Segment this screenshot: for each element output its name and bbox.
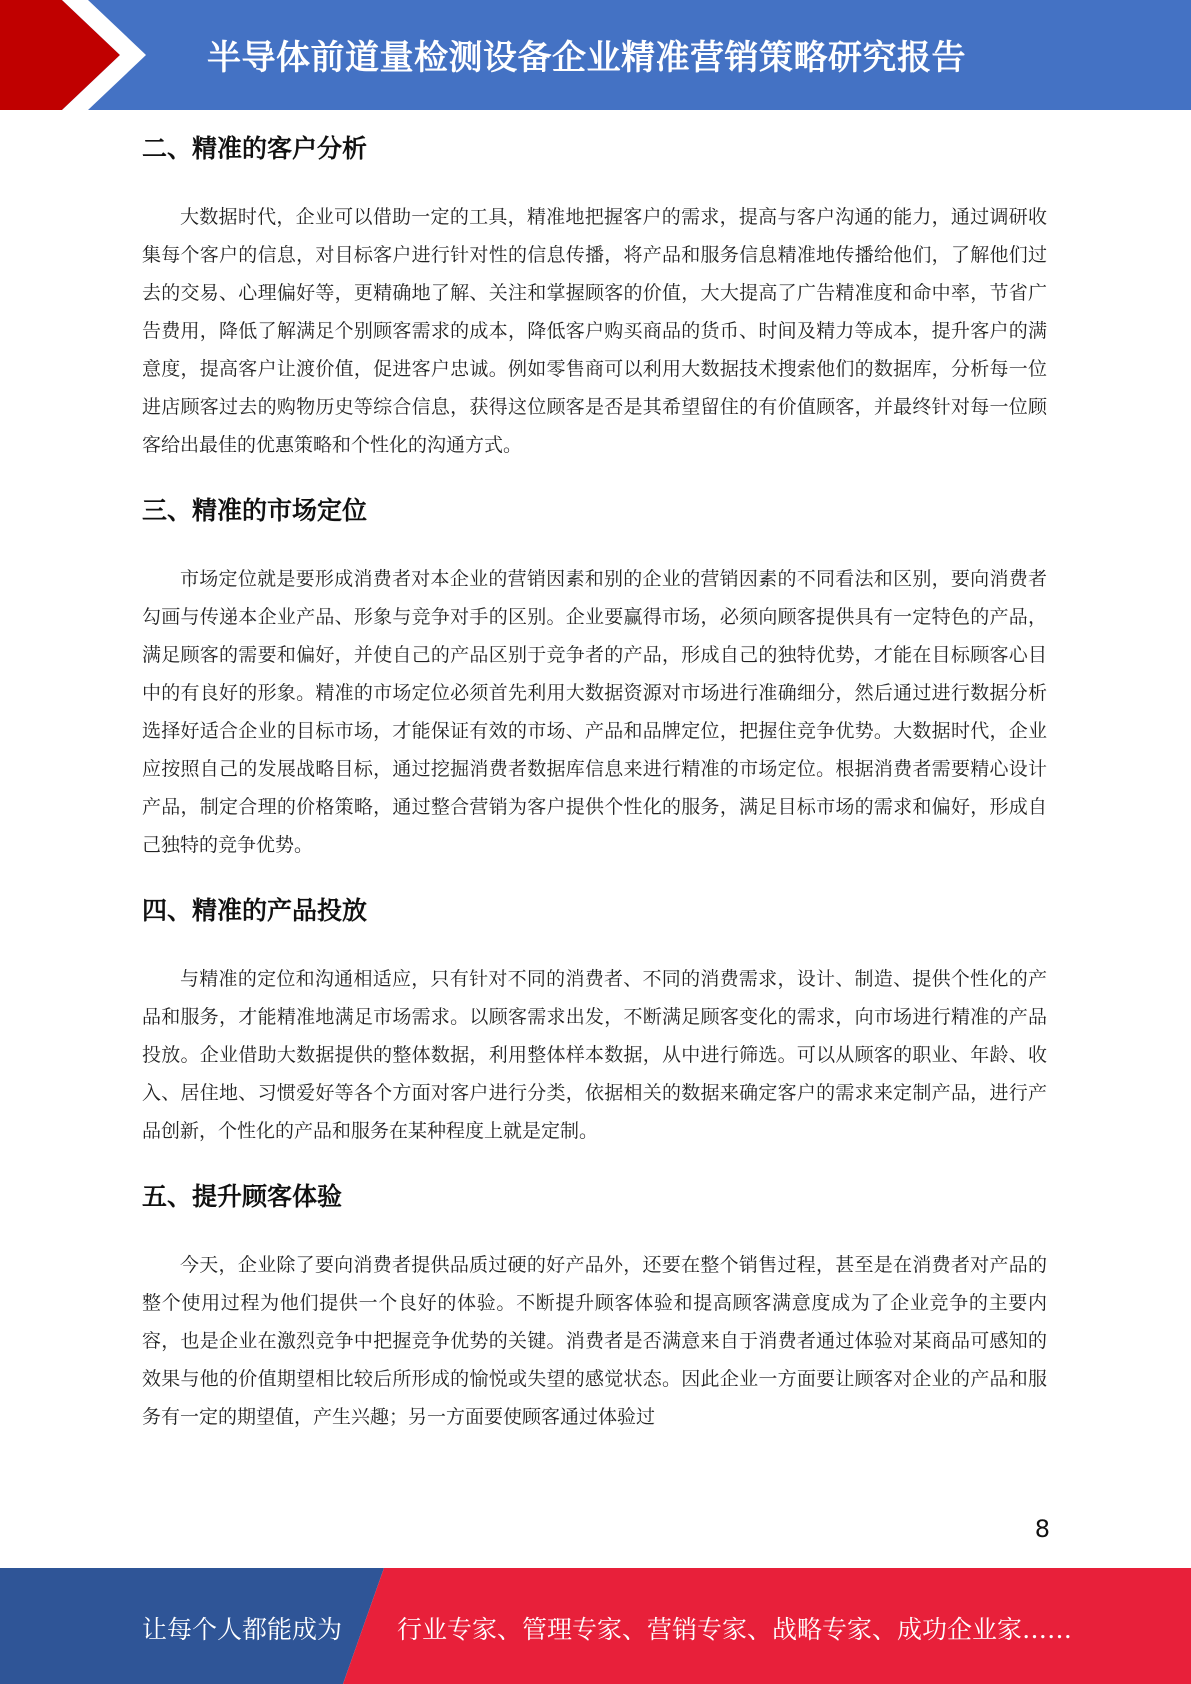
section-customer-experience [142, 1176, 1047, 1436]
section-heading: 五、提升顾客体验 [142, 1182, 343, 1211]
page-number: 8 [1034, 1515, 1050, 1543]
report-body [142, 128, 1047, 1436]
section-paragraph: 市场定位就是要形成消费者对本企业的营销因素和别的企业的营销因素的不同看法和区别，要向消费者勾画与传递本企业产品、形象与竞争对手的区别。企业要赢得市场，必须向顾客提供具有一定特色的产品，满足顾客的需要和偏好，并使自己的产品区别于竞争者的产品，形成自己的独特优势，才能在目标顾客心目中的有良好的形象。精准的市场定位必须首先利用大数据资源对市场进行准确细分，然后通过进行数据分析选择好适合企业的目标市场，才能保证有效的市场、产品和品牌定位，把握住竞争优势。大数据时代，企业应按照自己的发展战略目标，通过挖掘消费者数据库信息来进行精准的市场定位。根据消费者需要精心设计产品，制定合理的价格策略，通过整合营销为客户提供个性化的服务，满足目标市场的需求和偏好，形成自己独特的竞争优势。 [142, 568, 1047, 856]
footer-slogan-right: 行业专家、管理专家、营销专家、战略专家、成功企业家…… [397, 1615, 1073, 1644]
page-footer [0, 1568, 1191, 1684]
section-customer-analysis [142, 128, 1047, 464]
section-heading: 四、精准的产品投放 [142, 896, 368, 925]
header-chevron-decoration [0, 0, 160, 110]
section-paragraph: 与精准的定位和沟通相适应，只有针对不同的消费者、不同的消费需求，设计、制造、提供个性化的产品和服务，才能精准地满足市场需求。以顾客需求出发，不断满足顾客变化的需求，向市场进行精准的产品投放。企业借助大数据提供的整体数据，利用整体样本数据，从中进行筛选。可以从顾客的职业、年龄、收入、居住地、习惯爱好等各个方面对客户进行分类，依据相关的数据来确定客户的需求来定制产品，进行产品创新，个性化的产品和服务在某种程度上就是定制。 [142, 968, 1047, 1142]
section-paragraph: 大数据时代，企业可以借助一定的工具，精准地把握客户的需求，提高与客户沟通的能力，通过调研收集每个客户的信息，对目标客户进行针对性的信息传播，将产品和服务信息精准地传播给他们，了解他们过去的交易、心理偏好等，更精确地了解、关注和掌握顾客的价值，大大提高了广告精准度和命中率，节省广告费用，降低了解满足个别顾客需求的成本，降低客户购买商品的货币、时间及精力等成本，提升客户的满意度，提高客户让渡价值，促进客户忠诚。例如零售商可以利用大数据技术搜索他们的数据库，分析每一位进店顾客过去的购物历史等综合信息，获得这位顾客是否是其希望留住的有价值顾客，并最终针对每一位顾客给出最佳的优惠策略和个性化的沟通方式。 [142, 206, 1047, 456]
section-market-positioning [142, 490, 1047, 864]
page-header [0, 0, 1191, 110]
section-paragraph: 今天，企业除了要向消费者提供品质过硬的好产品外，还要在整个销售过程，甚至是在消费者对产品的整个使用过程为他们提供一个良好的体验。不断提升顾客体验和提高顾客满意度成为了企业竞争的主要内容，也是企业在激烈竞争中把握竞争优势的关键。消费者是否满意来自于消费者通过体验对某商品可感知的效果与他的价值期望相比较后所形成的愉悦或失望的感觉状态。因此企业一方面要让顾客对企业的产品和服务有一定的期望值，产生兴趣；另一方面要使顾客通过体验过 [142, 1254, 1047, 1428]
report-title: 半导体前道量检测设备企业精准营销策略研究报告 [207, 38, 966, 78]
section-heading: 二、精准的客户分析 [142, 134, 368, 163]
section-product-placement [142, 890, 1047, 1150]
section-heading: 三、精准的市场定位 [142, 496, 368, 525]
footer-slogan-left: 让每个人都能成为 [142, 1615, 343, 1644]
